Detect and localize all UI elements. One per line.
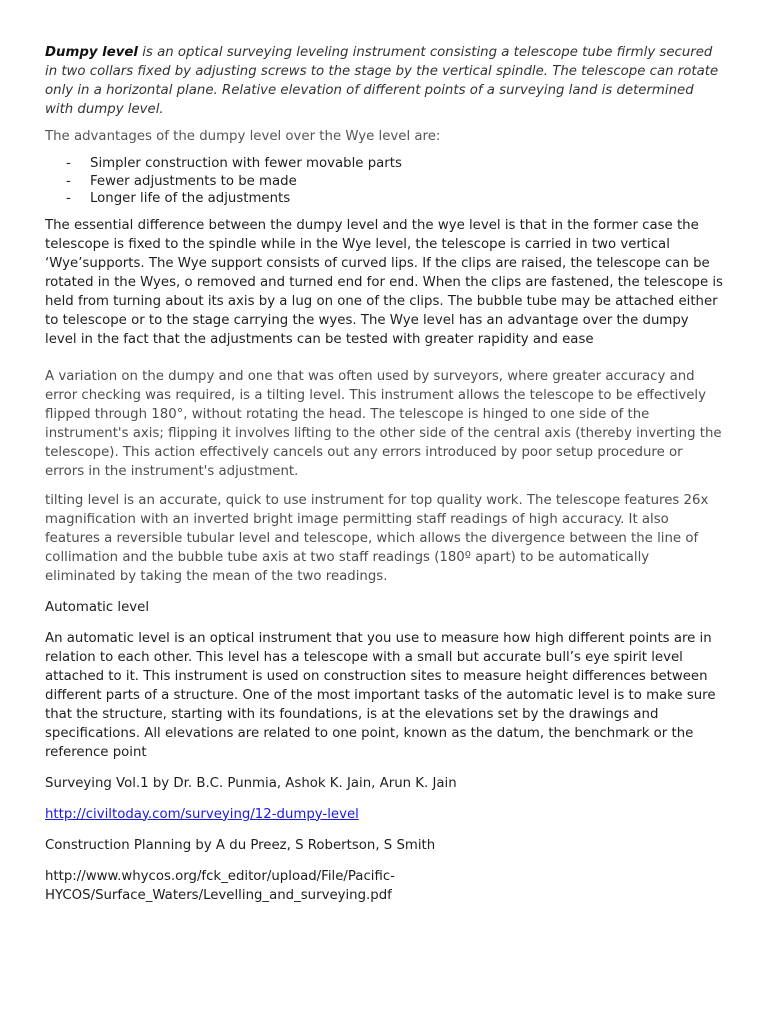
intro-text: is an optical surveying leveling instrument consisting a telescope tube firmly secured in two collars fixed by adjusting screws to the stage by the vertical spindle. The telescope can rotate only in a horizontal plane. Relative elevation of different points of a surveying land is determined with dumpy level. xyxy=(45,45,719,117)
automatic-level-heading: Automatic level xyxy=(45,599,150,615)
reference-book-2: Construction Planning by A du Preez, S Robertson, S Smith xyxy=(45,837,436,853)
tilting-paragraph: tilting level is an accurate, quick to use instrument for top quality work. The telescope features 26x magnification with an inverted bright image permitting staff readings of high accuracy. It also features a reversible tubular level and telescope, which allows the divergence between the line of collimation and the bubble tube axis at two staff readings (180º apart) to be automatically eliminated by taking the mean of the two readings. xyxy=(45,492,709,584)
reference-url-2-line-2: HYCOS/Surface_Waters/Levelling_and_surveying.pdf xyxy=(45,887,392,903)
list-item: - Longer life of the adjustments xyxy=(66,190,723,208)
reference-link-1[interactable]: http://civiltoday.com/surveying/12-dumpy-level xyxy=(45,806,359,822)
variation-paragraph: A variation on the dumpy and one that was often used by surveyors, where greater accuracy and error checking was required, is a tilting level. This instrument allows the telescope to be effectively flipped through 180°, without rotating the head. The telescope is hinged to one side of the instrument's axis; flipping it involves lifting to the other side of the central axis (thereby inverting the telescope). This action effectively cancels out any errors introduced by poor setup procedure or errors in the instrument's adjustment. xyxy=(45,368,722,479)
reference-url-2 xyxy=(45,867,723,905)
intro-term: Dumpy level xyxy=(45,45,138,60)
reference-url-2-line-1: http://www.whycos.org/fck_editor/upload/File/Pacific- xyxy=(45,868,395,884)
list-item: - Fewer adjustments to be made xyxy=(66,173,723,191)
automatic-level-paragraph: An automatic level is an optical instrument that you use to measure how high different points are in relation to each other. This level has a telescope with a small but accurate bull’s eye spirit level attached to it. This instrument is used on construction sites to measure height differences between different parts of a structure. One of the most important tasks of the automatic level is to make sure that the structure, starting with its foundations, is at the elevations set by the drawings and specifications. All elevations are related to one point, known as the datum, the benchmark or the reference point xyxy=(45,630,716,760)
reference-book-1: Surveying Vol.1 by Dr. B.C. Punmia, Ashok K. Jain, Arun K. Jain xyxy=(45,775,457,791)
list-item: - Simpler construction with fewer movable parts xyxy=(66,155,723,173)
advantages-intro: The advantages of the dumpy level over the Wye level are: xyxy=(45,129,441,144)
intro-paragraph xyxy=(45,43,723,119)
advantages-list xyxy=(45,155,723,208)
essential-difference-paragraph: The essential difference between the dumpy level and the wye level is that in the former case the telescope is fixed to the spindle while in the Wye level, the telescope is carried in two vertical ‘Wye’supports. The Wye support consists of curved lips. If the clips are raised, the telescope can be rotated in the Wyes, o removed and turned end for end. When the clips are fastened, the telescope is held from turning about its axis by a lug on one of the clips. The bubble tube may be attached either to telescope or to the stage carrying the wyes. The Wye level has an advantage over the dumpy level in the fact that the adjustments can be tested with greater rapidity and ease xyxy=(45,217,723,347)
